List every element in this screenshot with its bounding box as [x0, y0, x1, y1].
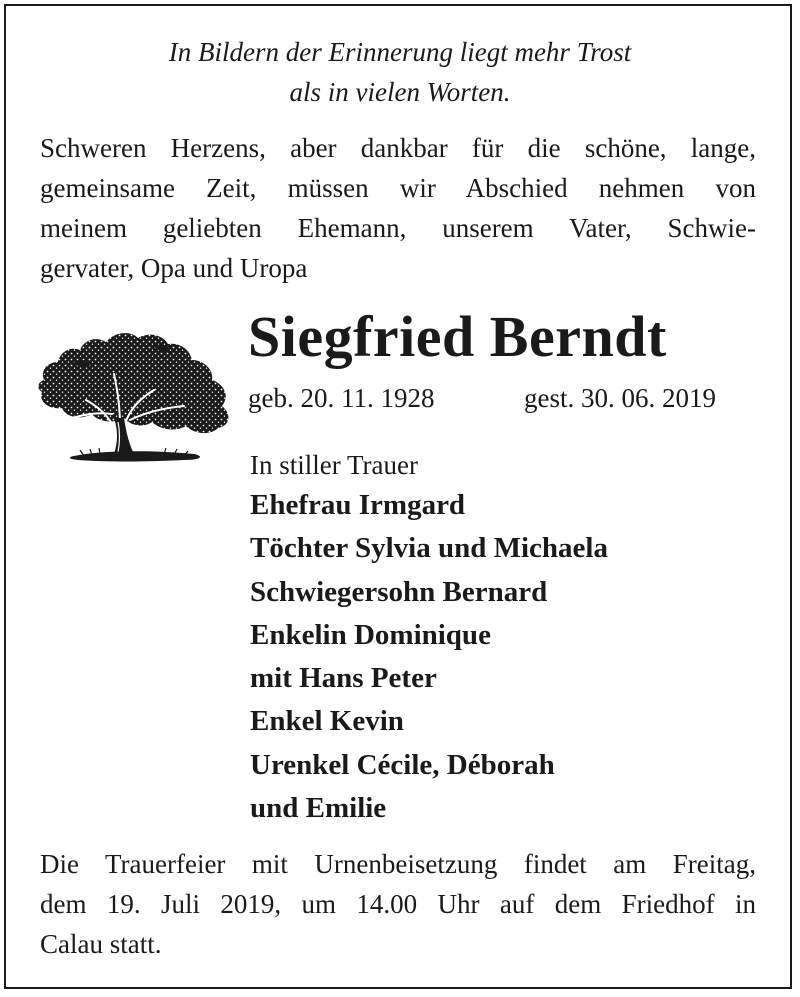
tree-icon — [34, 322, 244, 467]
funeral-line: Die Trauerfeier mit Urnenbeisetzung findet am Freitag, — [40, 849, 756, 879]
family-member: Enkelin Dominique — [250, 618, 491, 651]
family-member: Enkel Kevin — [250, 705, 404, 738]
intro-line: gervater, Opa und Uropa — [40, 253, 308, 283]
death-date: gest. 30. 06. 2019 — [524, 383, 716, 413]
intro-text — [40, 128, 756, 288]
family-member: mit Hans Peter — [250, 662, 437, 695]
family-member: Schwiegersohn Bernard — [250, 575, 548, 608]
intro-line: meinem geliebten Ehemann, unserem Vater, Schwie- — [40, 213, 756, 243]
family-member: und Emilie — [250, 792, 387, 825]
birth-date: geb. 20. 11. 1928 — [248, 383, 435, 413]
family-list — [250, 484, 608, 830]
motto — [0, 32, 800, 112]
intro-line: gemeinsame Zeit, müssen wir Abschied nehmen von — [40, 173, 756, 203]
funeral-line: Calau statt. — [40, 929, 162, 959]
intro-line: Schweren Herzens, aber dankbar für die schöne, lange, — [40, 133, 756, 163]
motto-line: In Bildern der Erinnerung liegt mehr Trost — [168, 37, 632, 67]
deceased-name: Siegfried Berndt — [248, 304, 667, 369]
funeral-line: dem 19. Juli 2019, um 14.00 Uhr auf dem Friedhof in — [40, 889, 756, 919]
motto-line: als in vielen Worten. — [289, 77, 511, 107]
family-member: Töchter Sylvia und Michaela — [250, 532, 608, 565]
family-member: Urenkel Cécile, Déborah — [250, 748, 555, 781]
mourning-heading: In stiller Trauer — [250, 450, 418, 480]
family-member: Ehefrau Irmgard — [250, 489, 466, 521]
funeral-details — [40, 844, 756, 964]
